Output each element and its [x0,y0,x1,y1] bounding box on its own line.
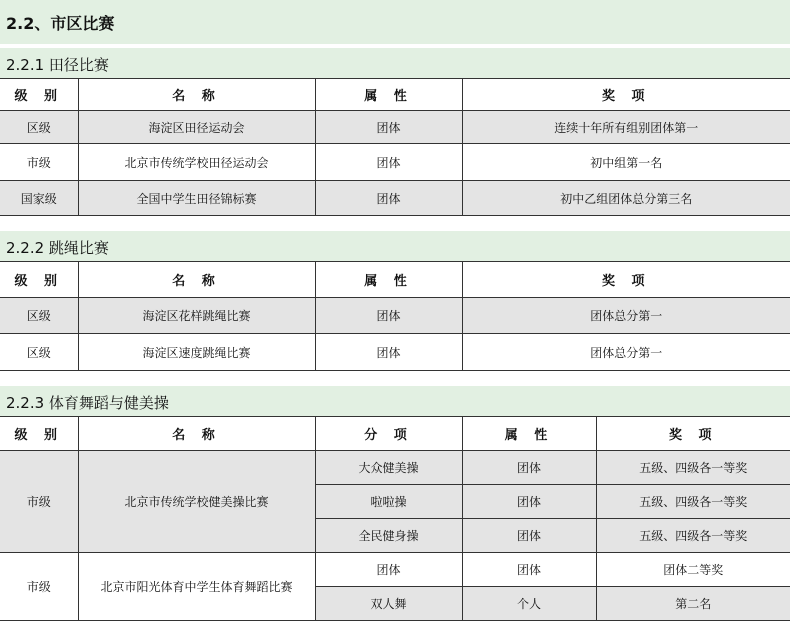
cell-attr: 个人 [462,587,596,621]
cell-award: 团体二等奖 [596,553,790,587]
cell-award: 团体总分第一 [462,298,790,334]
subsection-heading-track [0,48,790,78]
cell-award: 五级、四级各一等奖 [596,519,790,553]
section-heading [0,0,790,44]
subsection-heading-rope [0,231,790,261]
cell-level: 区级 [0,334,78,371]
cell-award: 五级、四级各一等奖 [596,485,790,519]
header-level: 级 别 [0,417,78,451]
cell-name: 北京市阳光体育中学生体育舞蹈比赛 [78,553,315,621]
section-title: 2.2、市区比赛 [6,14,115,33]
table-header-row [0,262,790,298]
cell-attr: 团体 [462,519,596,553]
cell-level: 区级 [0,111,78,144]
header-level: 级 别 [0,262,78,298]
cell-item: 团体 [315,553,462,587]
cell-level: 市级 [0,144,78,181]
table-row [0,111,790,144]
cell-item: 大众健美操 [315,451,462,485]
header-name: 名 称 [78,79,315,111]
cell-attr: 团体 [462,485,596,519]
cell-level: 国家级 [0,181,78,216]
cell-attr: 团体 [462,451,596,485]
table-row [0,451,790,485]
subsection-title: 2.2.3 体育舞蹈与健美操 [6,394,169,412]
header-name: 名 称 [78,262,315,298]
cell-attr: 团体 [462,553,596,587]
table-header-row [0,417,790,451]
cell-award: 初中组第一名 [462,144,790,181]
cell-award: 五级、四级各一等奖 [596,451,790,485]
cell-item: 双人舞 [315,587,462,621]
cell-level: 市级 [0,553,78,621]
cell-name: 海淀区速度跳绳比赛 [78,334,315,371]
table-row [0,553,790,587]
cell-award: 团体总分第一 [462,334,790,371]
header-attr: 属 性 [315,262,462,298]
table-row [0,298,790,334]
cell-name: 北京市传统学校健美操比赛 [78,451,315,553]
cell-attr: 团体 [315,181,462,216]
header-award: 奖 项 [596,417,790,451]
header-level: 级 别 [0,79,78,111]
table-row [0,181,790,216]
table-header-row [0,79,790,111]
cell-item: 全民健身操 [315,519,462,553]
header-item: 分 项 [315,417,462,451]
cell-level: 市级 [0,451,78,553]
cell-attr: 团体 [315,144,462,181]
header-name: 名 称 [78,417,315,451]
cell-attr: 团体 [315,298,462,334]
cell-item: 啦啦操 [315,485,462,519]
cell-award: 连续十年所有组别团体第一 [462,111,790,144]
header-award: 奖 项 [462,262,790,298]
cell-name: 海淀区花样跳绳比赛 [78,298,315,334]
cell-name: 北京市传统学校田径运动会 [78,144,315,181]
subsection-title: 2.2.2 跳绳比赛 [6,239,109,257]
cell-award: 第二名 [596,587,790,621]
cell-award: 初中乙组团体总分第三名 [462,181,790,216]
cell-attr: 团体 [315,111,462,144]
table-row [0,334,790,371]
cell-name: 全国中学生田径锦标赛 [78,181,315,216]
rope-table [0,261,790,371]
cell-attr: 团体 [315,334,462,371]
cell-level: 区级 [0,298,78,334]
header-attr: 属 性 [462,417,596,451]
header-award: 奖 项 [462,79,790,111]
cell-name: 海淀区田径运动会 [78,111,315,144]
subsection-title: 2.2.1 田径比赛 [6,56,109,74]
subsection-heading-dance [0,386,790,416]
dance-table [0,416,790,621]
header-attr: 属 性 [315,79,462,111]
table-row [0,144,790,181]
track-table [0,78,790,216]
